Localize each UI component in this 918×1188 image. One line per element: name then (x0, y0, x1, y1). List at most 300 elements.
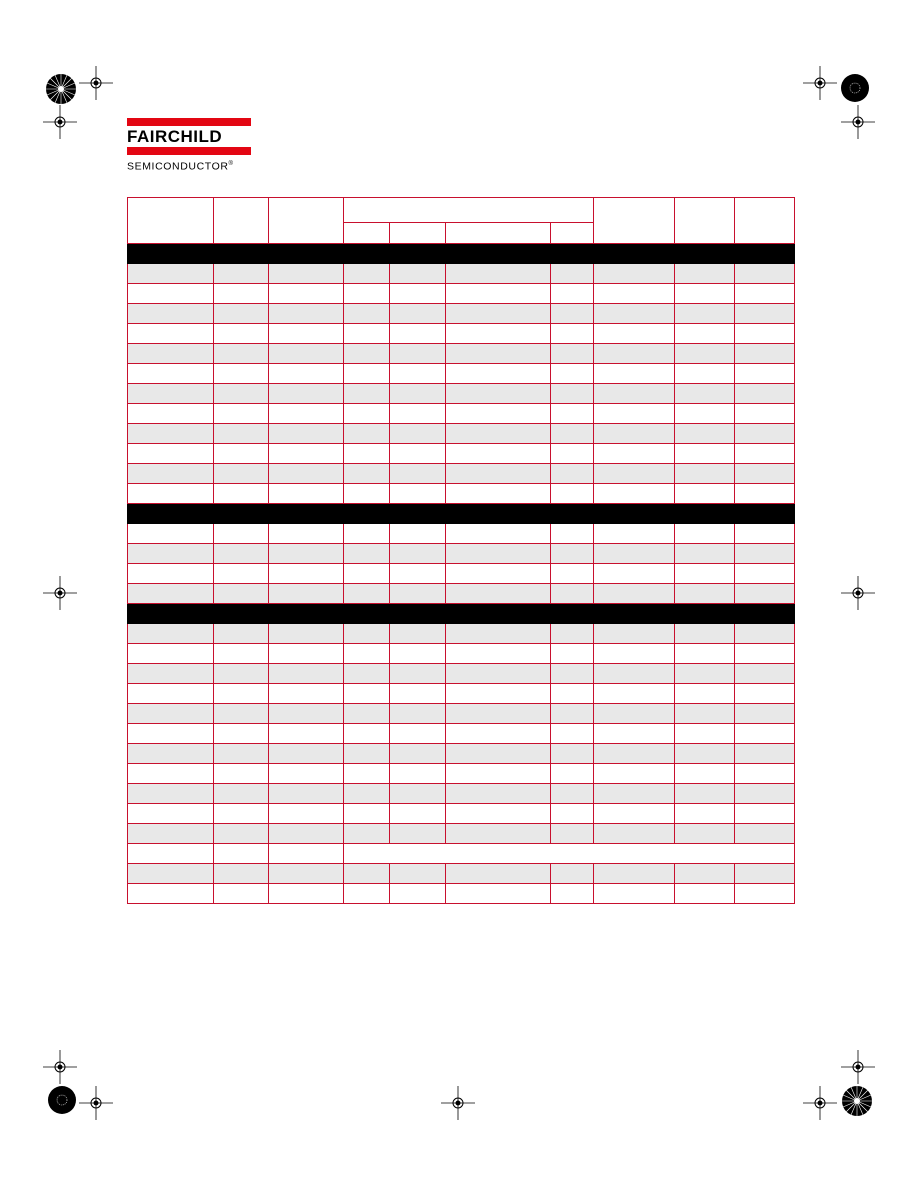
table-cell (735, 824, 795, 844)
table-cell (344, 384, 390, 404)
table-cell (269, 844, 344, 864)
table-cell (551, 764, 594, 784)
table-cell (551, 684, 594, 704)
table-cell (344, 424, 390, 444)
table-cell (594, 804, 675, 824)
crosshair-mark-bottom-right (803, 1086, 837, 1120)
table-row (128, 564, 795, 584)
table-cell (446, 404, 551, 424)
table-cell (675, 284, 735, 304)
table-row (128, 764, 795, 784)
table-cell (128, 364, 214, 384)
table-cell (269, 784, 344, 804)
table-cell (214, 364, 269, 384)
table-cell (675, 464, 735, 484)
table-cell (390, 464, 446, 484)
table-cell (344, 864, 390, 884)
table-cell (735, 364, 795, 384)
table-row (128, 344, 795, 364)
section-header-row (128, 604, 795, 624)
table-row (128, 304, 795, 324)
table-cell (390, 744, 446, 764)
table-cell (551, 544, 594, 564)
table-cell (675, 644, 735, 664)
table-row (128, 664, 795, 684)
table-cell (551, 464, 594, 484)
table-cell (390, 784, 446, 804)
table-cell (735, 744, 795, 764)
table-cell (551, 564, 594, 584)
table-cell (269, 724, 344, 744)
table-cell (269, 364, 344, 384)
table-cell (735, 564, 795, 584)
table-cell (675, 764, 735, 784)
table-cell (675, 384, 735, 404)
table-cell (344, 484, 390, 504)
table-row (128, 364, 795, 384)
table-cell (269, 664, 344, 684)
table-cell (675, 544, 735, 564)
table-cell (214, 704, 269, 724)
table-cell (128, 324, 214, 344)
table-cell (344, 324, 390, 344)
table-cell (735, 424, 795, 444)
table-cell (594, 444, 675, 464)
crosshair-mark-left-middle (43, 576, 77, 610)
table-cell (390, 544, 446, 564)
table-row (128, 684, 795, 704)
section-header-row (128, 244, 795, 264)
table-cell (446, 364, 551, 384)
table-cell (390, 304, 446, 324)
table-cell (735, 764, 795, 784)
table-row (128, 444, 795, 464)
table-cell (594, 824, 675, 844)
table-row (128, 264, 795, 284)
table-cell (344, 584, 390, 604)
table-cell (446, 824, 551, 844)
header-cell (735, 198, 795, 244)
registration-mark-bottom-left-hollow (47, 1085, 77, 1115)
table-cell (269, 524, 344, 544)
table-cell (675, 584, 735, 604)
table-cell (390, 264, 446, 284)
table-cell (269, 884, 344, 904)
section-header-cell (128, 504, 795, 524)
table-cell (214, 644, 269, 664)
table-cell (675, 724, 735, 744)
table-cell (594, 304, 675, 324)
table-cell (446, 664, 551, 684)
header-group-cell (344, 198, 594, 223)
table-header-row (128, 198, 795, 223)
table-cell (269, 824, 344, 844)
table-cell (390, 884, 446, 904)
table-cell (551, 744, 594, 764)
table-cell (446, 464, 551, 484)
table-cell (128, 384, 214, 404)
table-cell (128, 344, 214, 364)
table-cell (446, 724, 551, 744)
table-cell (735, 864, 795, 884)
table-cell (551, 724, 594, 744)
table-cell (735, 304, 795, 324)
table-cell (446, 484, 551, 504)
table-row (128, 464, 795, 484)
table-row (128, 524, 795, 544)
logo-wordmark: FAIRCHILD (127, 127, 223, 146)
table-cell (594, 704, 675, 724)
table-cell (446, 624, 551, 644)
table-cell (344, 544, 390, 564)
table-cell (735, 524, 795, 544)
table-cell (128, 864, 214, 884)
table-row (128, 644, 795, 664)
table-cell (128, 524, 214, 544)
table-cell (128, 804, 214, 824)
table-cell (446, 304, 551, 324)
table-cell (735, 324, 795, 344)
spec-table (127, 197, 795, 904)
table-cell (214, 524, 269, 544)
table-cell (390, 484, 446, 504)
table-row (128, 784, 795, 804)
table-cell (735, 344, 795, 364)
crosshair-mark-right-lower (841, 1050, 875, 1084)
table-cell (214, 864, 269, 884)
table-cell (594, 384, 675, 404)
table-cell (390, 864, 446, 884)
table-cell (551, 384, 594, 404)
table-cell (390, 824, 446, 844)
table-row (128, 404, 795, 424)
table-cell (551, 444, 594, 464)
table-cell (269, 864, 344, 884)
table-cell (344, 264, 390, 284)
table-cell (269, 344, 344, 364)
table-cell (675, 524, 735, 544)
crosshair-mark-top-left (79, 66, 113, 100)
table-cell (344, 784, 390, 804)
table-cell (551, 784, 594, 804)
table-cell (594, 464, 675, 484)
table-cell (735, 884, 795, 904)
table-cell (594, 524, 675, 544)
section-header-cell (128, 604, 795, 624)
table-cell (594, 324, 675, 344)
table-cell (551, 304, 594, 324)
header-cell (675, 198, 735, 244)
table-cell (735, 464, 795, 484)
table-cell (128, 484, 214, 504)
table-cell (735, 544, 795, 564)
table-cell (214, 844, 269, 864)
table-cell (269, 264, 344, 284)
table-cell (128, 424, 214, 444)
crosshair-mark-bottom-left (79, 1086, 113, 1120)
table-cell (594, 764, 675, 784)
table-cell (551, 824, 594, 844)
table-cell (735, 664, 795, 684)
table-cell (128, 884, 214, 904)
table-cell (675, 744, 735, 764)
table-cell (128, 564, 214, 584)
table-cell (128, 784, 214, 804)
table-cell (446, 864, 551, 884)
table-cell (594, 364, 675, 384)
table-cell (390, 644, 446, 664)
table-cell (594, 344, 675, 364)
header-cell (594, 198, 675, 244)
table-cell (551, 324, 594, 344)
table-cell (214, 484, 269, 504)
table-cell (594, 484, 675, 504)
table-cell (675, 864, 735, 884)
table-cell (675, 304, 735, 324)
table-cell (344, 284, 390, 304)
table-row (128, 284, 795, 304)
crosshair-mark-top-right (803, 66, 837, 100)
fairchild-logo (127, 118, 257, 173)
table-row (128, 704, 795, 724)
table-cell (675, 444, 735, 464)
registration-mark-top-left-solid (45, 73, 77, 105)
table-cell (594, 784, 675, 804)
table-cell (344, 464, 390, 484)
table-cell (446, 324, 551, 344)
table-cell (675, 824, 735, 844)
table-cell (269, 744, 344, 764)
table-cell (214, 824, 269, 844)
table-cell (446, 884, 551, 904)
table-cell (128, 744, 214, 764)
crosshair-mark-left-upper (43, 105, 77, 139)
table-cell (344, 764, 390, 784)
table-cell (214, 304, 269, 324)
table-cell (128, 444, 214, 464)
table-cell (594, 584, 675, 604)
table-row (128, 824, 795, 844)
table-cell (344, 304, 390, 324)
table-cell (675, 804, 735, 824)
table-cell (128, 664, 214, 684)
table-cell (675, 364, 735, 384)
table-cell (735, 284, 795, 304)
table-cell (594, 664, 675, 684)
table-cell (735, 644, 795, 664)
table-row (128, 884, 795, 904)
table-cell (390, 764, 446, 784)
table-row (128, 424, 795, 444)
table-cell (214, 624, 269, 644)
table-cell (214, 584, 269, 604)
table-cell (551, 644, 594, 664)
table-cell (446, 644, 551, 664)
table-cell (214, 424, 269, 444)
table-cell (735, 384, 795, 404)
table-cell (675, 624, 735, 644)
table-cell (390, 324, 446, 344)
table-cell (446, 564, 551, 584)
table-cell (269, 804, 344, 824)
table-cell (269, 764, 344, 784)
table-cell (735, 624, 795, 644)
table-cell (446, 264, 551, 284)
table-cell (390, 384, 446, 404)
subheader-cell (390, 223, 446, 244)
table-cell (551, 884, 594, 904)
table-cell (269, 644, 344, 664)
table-cell (594, 884, 675, 904)
table-cell (446, 424, 551, 444)
table-cell (128, 724, 214, 744)
subheader-cell (551, 223, 594, 244)
table-cell (675, 424, 735, 444)
table-row (128, 804, 795, 824)
table-cell (594, 724, 675, 744)
table-row (128, 864, 795, 884)
table-row (128, 844, 795, 864)
table-cell (390, 624, 446, 644)
table-cell (128, 844, 214, 864)
table-cell (446, 524, 551, 544)
table-cell (344, 444, 390, 464)
table-cell (390, 584, 446, 604)
table-cell (594, 864, 675, 884)
table-cell (390, 364, 446, 384)
table-cell (128, 644, 214, 664)
logo-subtitle-text: SEMICONDUCTOR (127, 160, 229, 173)
table-cell (269, 544, 344, 564)
table-cell (675, 884, 735, 904)
table-cell (214, 444, 269, 464)
table-cell (735, 444, 795, 464)
table-row (128, 484, 795, 504)
table-cell (390, 664, 446, 684)
table-cell (269, 444, 344, 464)
table-cell (269, 704, 344, 724)
table-cell (551, 344, 594, 364)
table-cell (551, 424, 594, 444)
table-cell (214, 684, 269, 704)
table-cell (128, 264, 214, 284)
table-cell (551, 284, 594, 304)
table-cell (390, 524, 446, 544)
table-cell (446, 384, 551, 404)
table-cell (128, 544, 214, 564)
table-cell (446, 584, 551, 604)
table-cell (735, 584, 795, 604)
table-row (128, 544, 795, 564)
table-cell (128, 704, 214, 724)
table-cell (344, 704, 390, 724)
table-cell (344, 844, 795, 864)
table-cell (269, 424, 344, 444)
table-row (128, 744, 795, 764)
table-cell (551, 404, 594, 424)
table-row (128, 384, 795, 404)
table-row (128, 624, 795, 644)
crosshair-mark-right-upper (841, 105, 875, 139)
table-cell (446, 344, 551, 364)
header-cell (128, 198, 214, 244)
registration-mark-bottom-right-solid (841, 1085, 873, 1117)
table-cell (594, 624, 675, 644)
table-cell (214, 804, 269, 824)
table-cell (735, 484, 795, 504)
table-cell (344, 364, 390, 384)
crosshair-mark-right-middle (841, 576, 875, 610)
table-cell (269, 564, 344, 584)
table-cell (214, 264, 269, 284)
table-cell (675, 404, 735, 424)
table-row (128, 584, 795, 604)
table-cell (269, 684, 344, 704)
table-cell (128, 464, 214, 484)
table-cell (344, 804, 390, 824)
table-cell (344, 684, 390, 704)
table-cell (735, 704, 795, 724)
table-cell (675, 664, 735, 684)
table-cell (128, 684, 214, 704)
table-cell (128, 584, 214, 604)
table-cell (594, 644, 675, 664)
table-cell (446, 784, 551, 804)
table-cell (344, 644, 390, 664)
table-cell (214, 544, 269, 564)
registration-mark-top-right-hollow (840, 73, 870, 103)
table-cell (551, 624, 594, 644)
table-cell (735, 264, 795, 284)
table-cell (390, 404, 446, 424)
table-cell (344, 664, 390, 684)
table-cell (390, 564, 446, 584)
table-cell (344, 524, 390, 544)
table-cell (390, 444, 446, 464)
table-cell (128, 764, 214, 784)
table-cell (128, 624, 214, 644)
registered-mark: ® (228, 161, 234, 167)
table-cell (390, 424, 446, 444)
table-cell (446, 704, 551, 724)
logo-top-bar (127, 118, 251, 126)
logo-subtitle (127, 158, 257, 173)
table-cell (551, 264, 594, 284)
table-cell (594, 284, 675, 304)
table-cell (446, 764, 551, 784)
table-cell (269, 304, 344, 324)
table-cell (269, 284, 344, 304)
table-cell (390, 804, 446, 824)
table-cell (214, 664, 269, 684)
table-cell (214, 384, 269, 404)
table-cell (551, 704, 594, 724)
table-cell (551, 484, 594, 504)
subheader-cell (344, 223, 390, 244)
logo-bottom-bar (127, 147, 251, 155)
table-row (128, 324, 795, 344)
table-cell (214, 464, 269, 484)
table-cell (214, 284, 269, 304)
table-cell (594, 684, 675, 704)
table-cell (551, 864, 594, 884)
table-cell (269, 324, 344, 344)
table-cell (594, 424, 675, 444)
table-cell (269, 484, 344, 504)
table-cell (344, 624, 390, 644)
table-cell (675, 344, 735, 364)
crosshair-mark-left-lower (43, 1050, 77, 1084)
